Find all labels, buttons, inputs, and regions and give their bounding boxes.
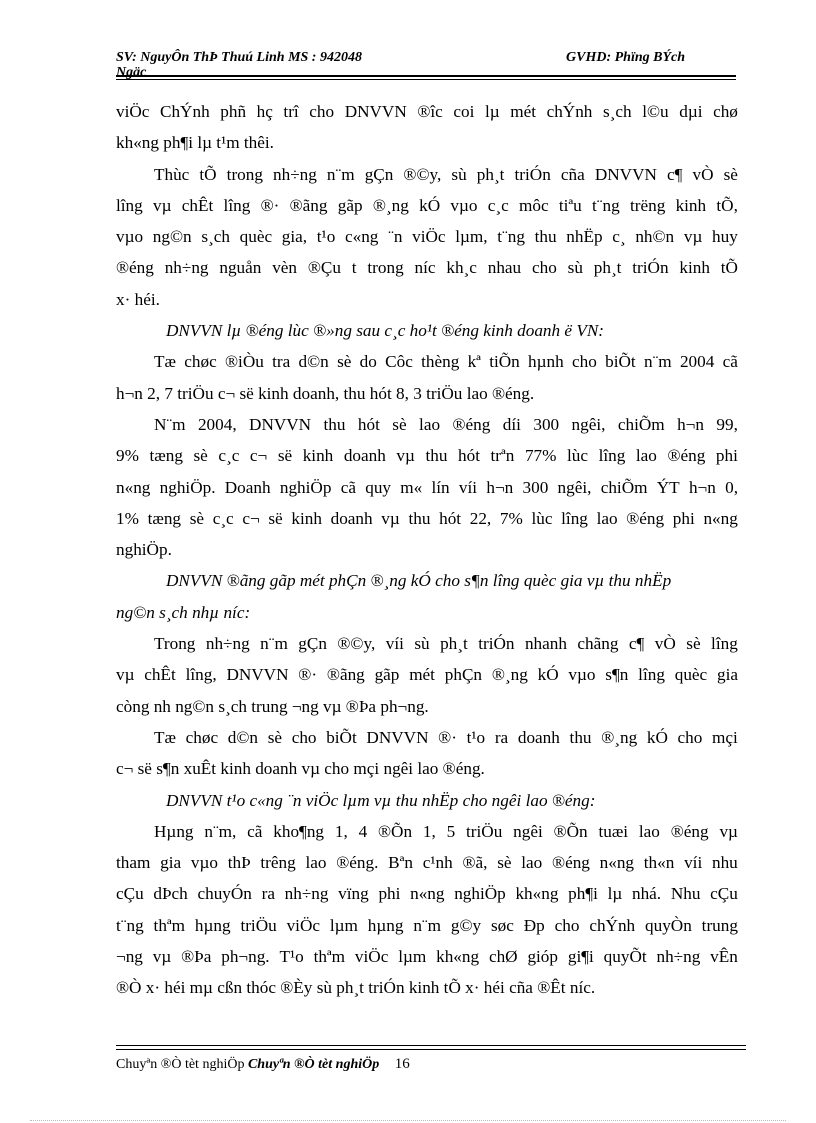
text-line: c¬ së s¶n xuÊt kinh doanh vµ cho mçi ngêi lao ®éng. (116, 759, 485, 779)
text-line: t¨ng thªm hµng triÖu viÖc lµm hµng n¨m g©y søc Ðp cho chÝnh quyÒn trung (116, 915, 738, 935)
header-rule-thick (116, 75, 736, 77)
footer-text: Chuyªn ®Ò tèt nghiÖp (116, 1057, 245, 1072)
text-line: vµo ng©n s¸ch quèc gia, t¹o c«ng ¨n viÖc lµm, t¨ng thu nhËp c¸ nh©n vµ huy (116, 227, 738, 247)
text-line: còng nh ng©n s¸ch trung ¬ng vµ ®Þa ph¬ng. (116, 696, 429, 716)
text-line: Thùc tÕ trong nh÷ng n¨m gÇn ®©y, sù ph¸t triÓn cña DNVVN c¶ vÒ sè (154, 164, 738, 184)
text-line: x· héi. (116, 289, 160, 309)
text-line: ng©n s¸ch nhµ níc: (116, 602, 251, 622)
text-line: Hµng n¨m, cã kho¶ng 1, 4 ®Õn 1, 5 triÖu ngêi ®Õn tuæi lao ®éng vµ (154, 821, 738, 841)
text-line: ®Ò x· héi mµ cßn thóc ®Èy sù ph¸t triÓn kinh tÕ x· héi cña ®Êt níc. (116, 978, 596, 998)
header-advisor: GVHD: Phïng BÝch (566, 50, 686, 65)
text-line: cÇu dÞch chuyÓn ra nh÷ng vïng phi n«ng nghiÖp kh«ng ph¶i lµ nhá. Nhu cÇu (116, 884, 738, 904)
text-line: ¬ng vµ ®Þa ph¬ng. T¹o thªm viÖc lµm kh«ng chØ gióp gi¶i quyÕt nh÷ng vÊn (116, 947, 738, 967)
text-line: DNVVN lµ ®éng lùc ®»ng sau c¸c ho¹t ®éng kinh doanh ë VN: (166, 321, 605, 341)
text-line: Tæ chøc ®iÒu tra d©n sè do Côc thèng kª tiÕn hµnh cho biÕt n¨m 2004 cã (154, 352, 738, 372)
text-line: 1% tæng sè c¸c c¬ së kinh doanh vµ thu hót 22, 7% lùc lîng lao ®éng phi n«ng (116, 508, 738, 528)
footer-bold-text: Chuyªn ®Ò tèt nghiÖp (247, 1057, 380, 1072)
text-line: h¬n 2, 7 triÖu c¬ së kinh doanh, thu hót 8, 3 triÖu lao ®éng. (116, 383, 535, 403)
text-line: n«ng nghiÖp. Doanh nghiÖp cã quy m« lín víi h¬n 300 ngêi, chiÕm ÝT h¬n 0, (116, 477, 738, 497)
text-line: DNVVN t¹o c«ng ¨n viÖc lµm vµ thu nhËp cho ngêi lao ®éng: (166, 790, 596, 810)
page-body (116, 96, 738, 1004)
page-number: 16 (394, 1056, 410, 1072)
text-line: Trong nh÷ng n¨m gÇn ®©y, víi sù ph¸t triÓn nhanh chãng c¶ vÒ sè lîng (154, 634, 738, 654)
text-line: nghiÖp. (116, 540, 172, 560)
text-line: ®éng nh÷ng nguån vèn ®Çu t trong níc kh¸c nhau cho sù ph¸t triÓn kinh tÕ (116, 258, 738, 278)
text-line: lîng vµ chÊt lîng ®· ®ãng gãp ®¸ng kÓ vµo c¸c môc tiªu t¨ng trëng kinh tÕ, (116, 195, 738, 215)
header-advisor-wrap: Ngäc (116, 65, 147, 80)
text-line: viÖc ChÝnh phñ hç trî cho DNVVN ®îc coi lµ mét chÝnh s¸ch l©u dµi chø (116, 102, 738, 121)
page-edge-dotted-line (30, 1120, 786, 1121)
header-rule-thin (116, 79, 736, 80)
header-student: SV: NguyÔn ThÞ Thuú Linh MS : 942048 (116, 50, 362, 65)
footer-rule-bottom (116, 1049, 746, 1050)
text-line: 9% tæng sè c¸c c¬ së kinh doanh vµ thu hót trªn 77% lùc lîng lao ®éng phi (116, 446, 738, 466)
text-line: Tæ chøc d©n sè cho biÕt DNVVN ®· t¹o ra doanh thu ®¸ng kÓ cho mçi (154, 727, 738, 747)
text-line: tham gia vµo thÞ trêng lao ®éng. Bªn c¹nh ®ã, sè lao ®éng n«ng th«n víi nhu (116, 853, 738, 873)
text-line: vµ chÊt lîng, DNVVN ®· ®ãng gãp mét phÇn ®¸ng kÓ vµo s¶n lîng quèc gia (116, 665, 738, 685)
page-footer (116, 1056, 410, 1073)
footer-rule-top (116, 1045, 746, 1046)
text-line: N¨m 2004, DNVVN thu hót sè lao ®éng díi 300 ngêi, chiÕm h¬n 99, (154, 414, 738, 434)
text-line: kh«ng ph¶i lµ t¹m thêi. (116, 133, 274, 153)
text-line: DNVVN ®ãng gãp mét phÇn ®¸ng kÓ cho s¶n lîng quèc gia vµ thu nhËp (166, 571, 672, 591)
